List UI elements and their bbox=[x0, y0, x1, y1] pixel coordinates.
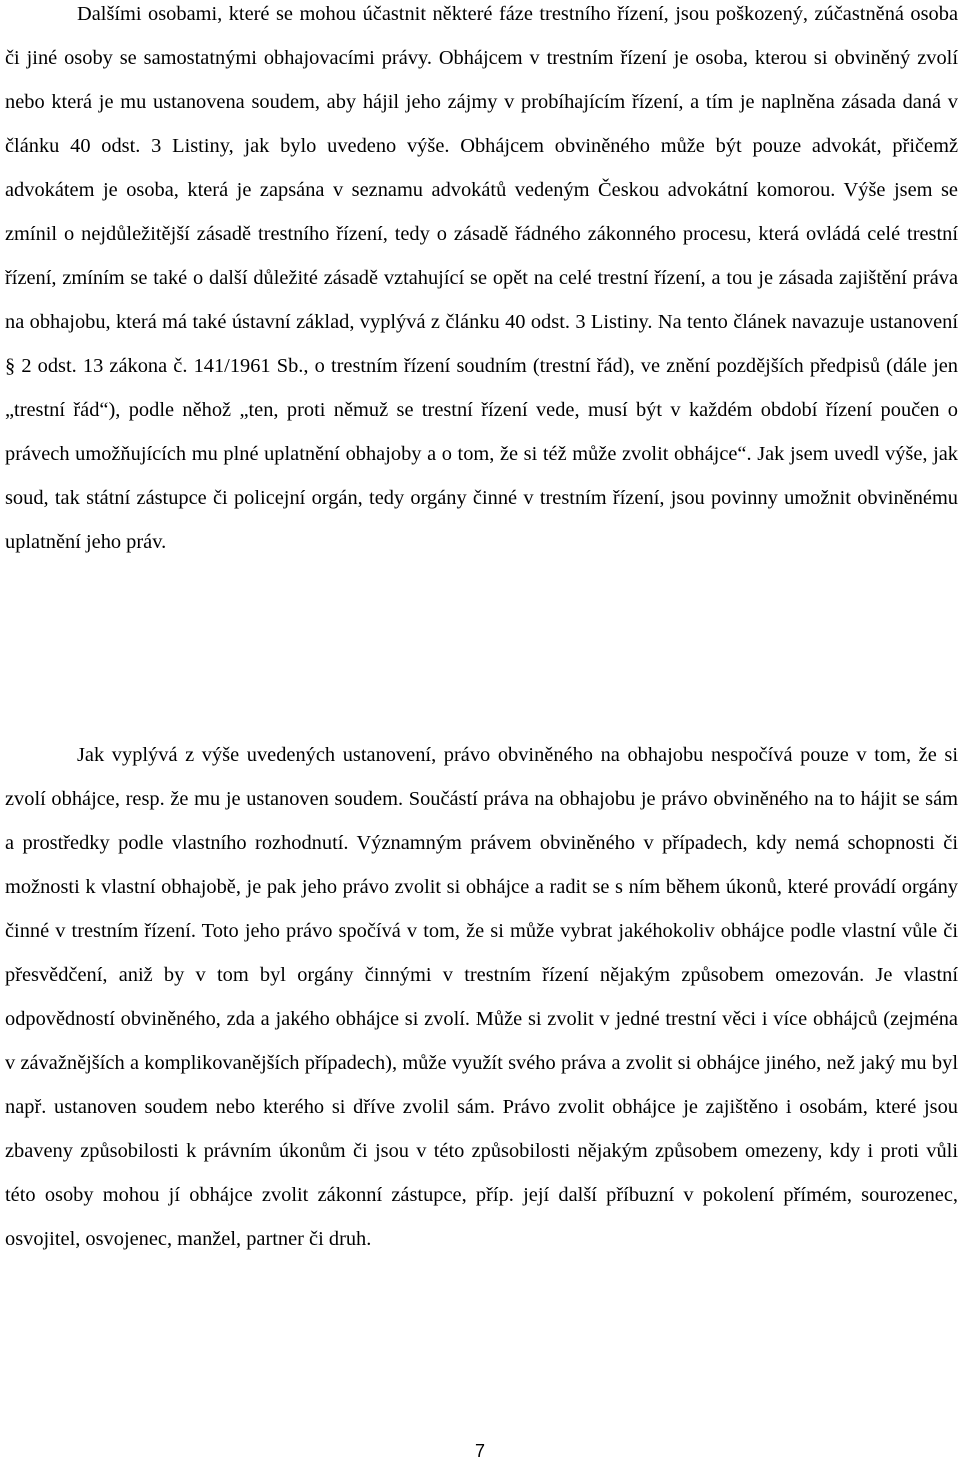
page-number: 7 bbox=[474, 1441, 485, 1461]
paragraph-2: Jak vyplývá z výše uvedených ustanovení, právo obviněného na obhajobu nespočívá pouze v tom, že si zvolí obhájce, resp. že mu je ustanoven soudem. Součástí práva na obhajobu je právo obviněného na to hájit se sám a prostředky podle vlastního rozhodnutí. Významným právem obviněného v případech, kdy nemá schopnosti či možnosti k vlastní obhajobě, je pak jeho právo zvolit si obhájce a radit se s ním během úkonů, které provádí orgány činné v trestním řízení. Toto jeho právo spočívá v tom, že si může vybrat jakéhokoliv obhájce podle vlastní vůle či přesvědčení, aniž by v tom byl orgány činnými v trestním řízení nějakým způsobem omezován. Je vlastní odpovědností obviněného, zda a jakého obhájce si zvolí. Může si zvolit v jedné trestní věci i více obhájců (zejména v závažnějších a komplikovanějších případech), může využít svého práva a zvolit si obhájce jiného, než jaký mu byl např. ustanoven soudem nebo kterého si dříve zvolil sám. Právo zvolit obhájce je zajištěno i osobám, které jsou zbaveny způsobilosti k právním úkonům či jsou v této způsobilosti nějakým způsobem omezeny, kdy i proti vůli této osoby mohou jí obhájce zvolit zákonní zástupce, příp. její další příbuzní v pokolení přímém, sourozenec, osvojitel, osvojenec, manžel, partner či druh. bbox=[5, 744, 958, 1250]
paragraph-1: Dalšími osobami, které se mohou účastnit některé fáze trestního řízení, jsou poškozený, zúčastněná osoba či jiné osoby se samostatnými obhajovacími právy. Obhájcem v trestním řízení je osoba, kterou si obviněný zvolí nebo která je mu ustanovena soudem, aby hájil jeho zájmy v probíhajícím řízení, a tím je naplněna zásada daná v článku 40 odst. 3 Listiny, jak bylo uvedeno výše. Obhájcem obviněného může být pouze advokát, přičemž advokátem je osoba, která je zapsána v seznamu advokátů vedeným Českou advokátní komorou. Výše jsem se zmínil o nejdůležitější zásadě trestního řízení, tedy o zásadě řádného zákonného procesu, která ovládá celé trestní řízení, zmíním se také o další důležité zásadě vztahující se opět na celé trestní řízení, a tou je zásada zajištění práva na obhajobu, která má také ústavní základ, vyplývá z článku 40 odst. 3 Listiny. Na tento článek navazuje ustanovení § 2 odst. 13 zákona č. 141/1961 Sb., o trestním řízení soudním (trestní řád), ve znění pozdějších předpisů (dále jen „trestní řád“), podle něhož „ten, proti němuž se trestní řízení vede, musí být v každém období řízení poučen o právech umožňujících mu plné uplatnění obhajoby a o tom, že si též může zvolit obhájce“. Jak jsem uvedl výše, jak soud, tak státní zástupce či policejní orgán, tedy orgány činné v trestním řízení, jsou povinny umožnit obviněnému uplatnění jeho práv. bbox=[5, 3, 958, 553]
